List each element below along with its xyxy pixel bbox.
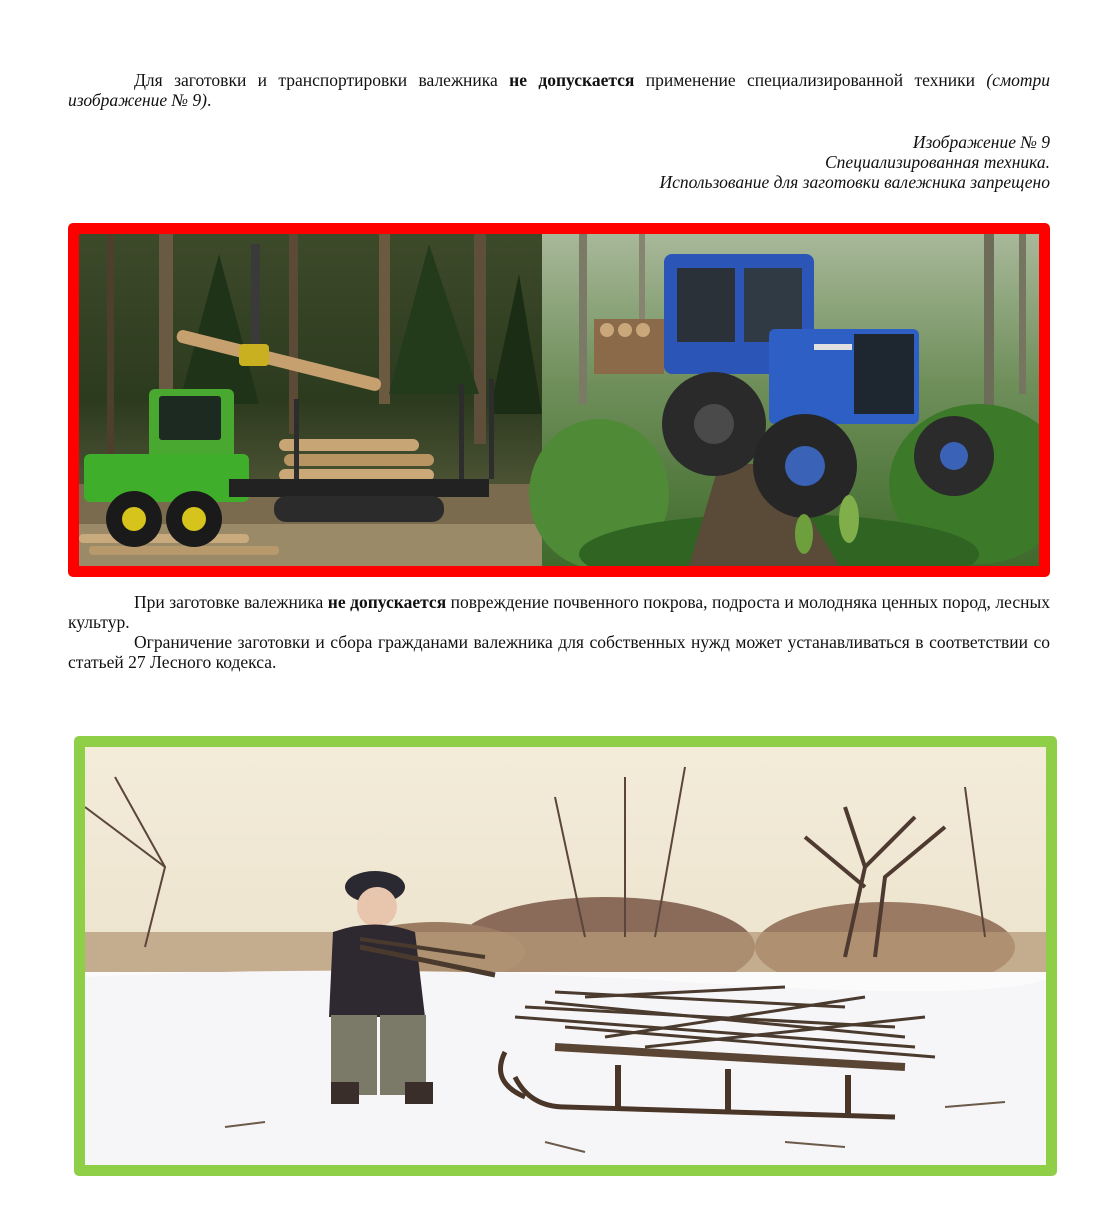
p2-tail: повреждение почвенного покрова, подроста и молодняка ценных пород, лесных культур. [68, 592, 1050, 632]
p1-figure-reference: (смотри изображение № 9) [68, 70, 1050, 110]
p1-lead: Для заготовки и транспортировки валежника [134, 70, 510, 90]
p1-tail: применение специализированной техники [634, 70, 987, 90]
winter-photo [85, 747, 1046, 1165]
paragraph-damage-ban [68, 592, 1050, 632]
figure9-frame [68, 223, 1050, 577]
caption-line-3: Использование для заготовки валежника запрещено [659, 172, 1050, 192]
p1-emphasis: не допускается [509, 70, 635, 90]
tractor-photo [529, 234, 1039, 566]
figure9-photos [79, 234, 1039, 566]
p1-end: . [207, 90, 212, 110]
p3-text: Ограничение заготовки и сбора гражданами валежника для собственных нужд может устанавливаться в соответствии со статьей 27 Лесного кодекса. [68, 632, 1050, 672]
paragraph-forest-code [68, 632, 1050, 672]
p2-lead: При заготовке валежника [134, 592, 328, 612]
caption-line-1: Изображение № 9 [912, 132, 1050, 152]
figure9-caption [659, 132, 1050, 192]
p2-emphasis: не допускается [327, 592, 447, 612]
bottom-photo-frame [74, 736, 1057, 1176]
forwarder-photo [79, 234, 542, 566]
paragraph-machinery-ban [68, 70, 1050, 110]
caption-line-2: Специализированная техника. [825, 152, 1050, 172]
